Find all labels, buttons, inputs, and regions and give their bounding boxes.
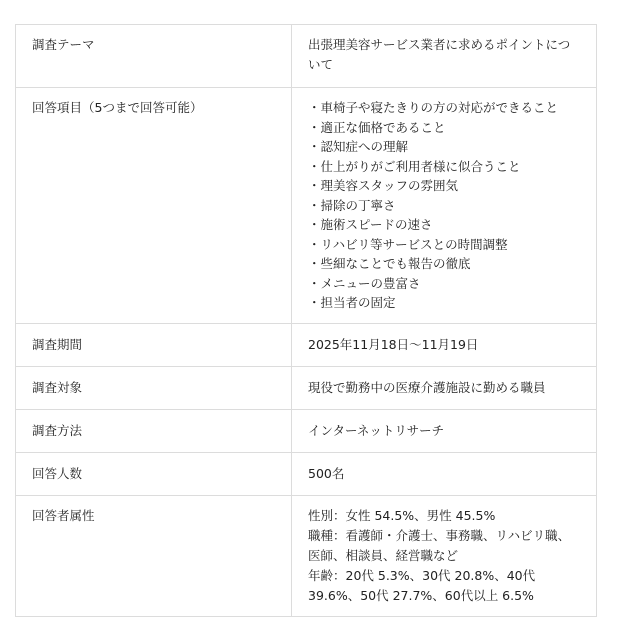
list-item: ・掃除の丁寧さ: [308, 197, 396, 213]
row-survey-period: [16, 323, 597, 366]
list-item: ・施術スピードの速さ: [308, 217, 433, 232]
list-item: ・車椅子や寝たきりの方の対応ができること: [308, 100, 559, 115]
answer-items-cell: [292, 88, 597, 324]
attribute-age: 年齢：20代 5.3%、30代 20.8%、40代 39.6%、50代 27.7%、60代以上 6.5%: [308, 567, 536, 603]
list-item: ・適正な価格であること: [308, 119, 446, 135]
survey-target-label: 調査対象: [16, 366, 292, 409]
survey-period-label: 調査期間: [16, 323, 292, 366]
attribute-gender: 性別：女性 54.5%、男性 45.5%: [308, 507, 496, 523]
list-item: ・些細なことでも報告の徹底: [308, 256, 471, 271]
list-item: ・認知症への理解: [308, 139, 409, 154]
row-survey-theme: [16, 25, 597, 88]
list-item: ・メニューの豊富さ: [308, 275, 421, 291]
survey-theme-value: 出張理美容サービス業者に求めるポイントについて: [292, 25, 597, 88]
answer-items-label: 回答項目（5つまで回答可能）: [16, 88, 292, 324]
survey-target-value: 現役で勤務中の医療介護施設に勤める職員: [292, 366, 597, 409]
list-item: ・担当者の固定: [308, 295, 396, 310]
attribute-occupation: 職種：看護師・介護士、事務職、リハビリ職、医師、相談員、経営職など: [308, 527, 571, 563]
survey-overview-table: [15, 24, 597, 617]
survey-period-value: 2025年11月18日～11月19日: [292, 323, 597, 366]
list-item: ・リハビリ等サービスとの時間調整: [308, 236, 508, 252]
list-item: ・仕上がりがご利用者様に似合うこと: [308, 158, 521, 174]
row-respondent-attributes: [16, 495, 597, 616]
survey-method-label: 調査方法: [16, 409, 292, 452]
respondent-attributes-cell: [292, 495, 597, 616]
row-survey-method: [16, 409, 597, 452]
respondent-count-label: 回答人数: [16, 452, 292, 495]
row-answer-items: [16, 88, 597, 324]
survey-method-value: インターネットリサーチ: [292, 409, 597, 452]
respondent-attributes-label: 回答者属性: [16, 495, 292, 616]
list-item: ・理美容スタッフの雰囲気: [308, 178, 459, 193]
answer-items-list: [308, 98, 580, 313]
row-respondent-count: [16, 452, 597, 495]
survey-theme-label: 調査テーマ: [16, 25, 292, 88]
row-survey-target: [16, 366, 597, 409]
respondent-count-value: 500名: [292, 452, 597, 495]
